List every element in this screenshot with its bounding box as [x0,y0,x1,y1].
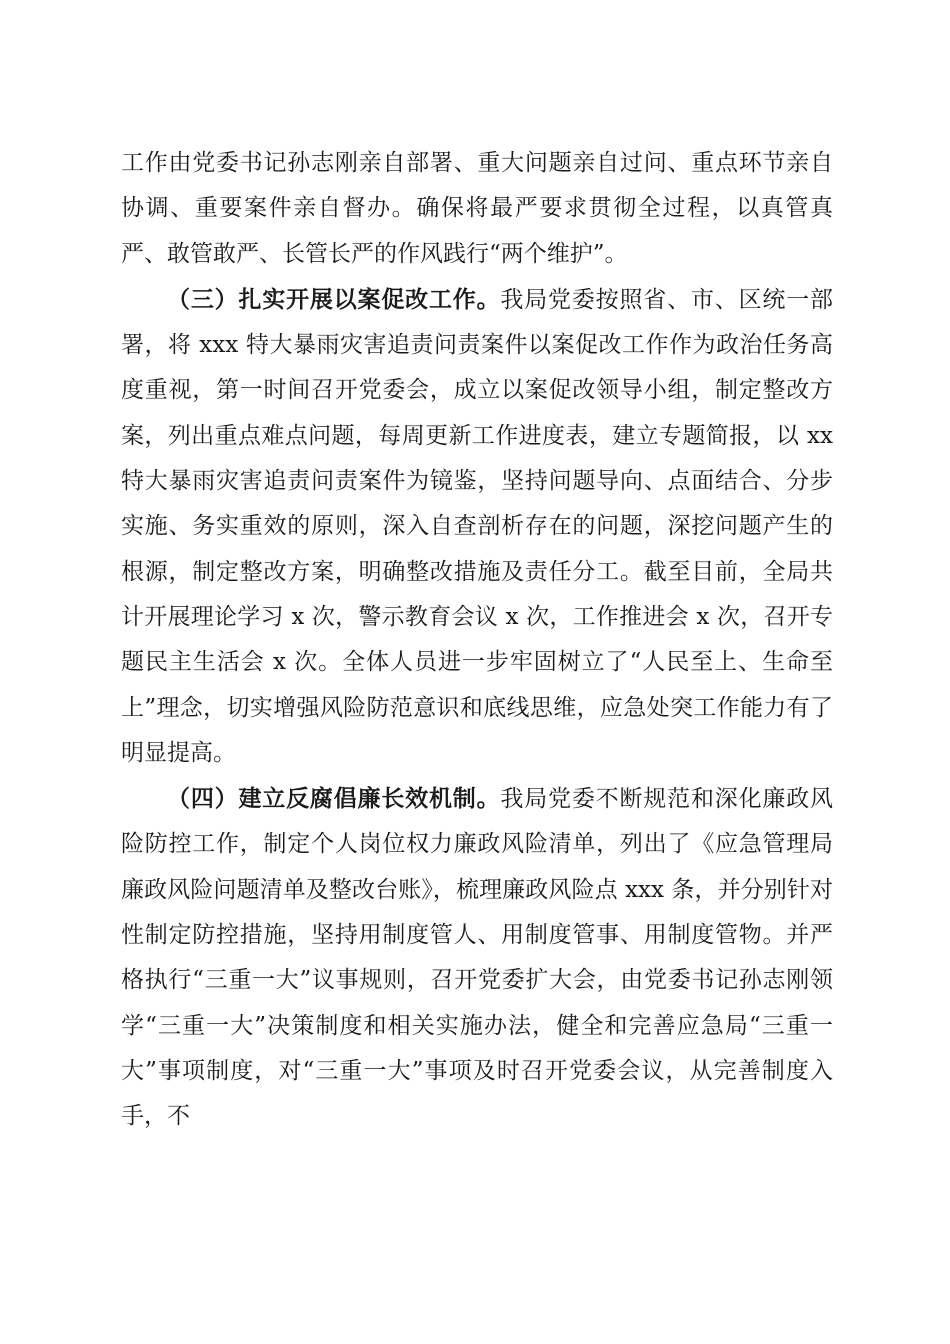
section-heading: （四）建立反腐倡廉长效机制。 [167,785,501,813]
document-body [121,141,833,1140]
paragraph-text: 我局党委按照省、市、区统一部署，将 xxx 特大暴雨灾害追责问责案件以案促改工作作为政治任务高度重视，第一时间召开党委会，成立以案促改领导小组，制定整改方案，列出重点难点问题，每周更新工作进度表，建立专题简报，以 xx 特大暴雨灾害追责问责案件为镜鉴，坚持问题导向、点面结合、分步实施、务实重效的原则，深入自查剖析存在的问题，深挖问题产生的根源，制定整改方案，明确整改措施及责任分工。截至目前，全局共计开展理论学习 x 次，警示教育会议 x 次，工作推进会 x 次，召开专题民主生活会 x 次。全体人员进一步牢固树立了“人民至上、生命至上”理念，切实增强风险防范意识和底线思维，应急处突工作能力有了明显提高。 [121,286,834,766]
paragraph-section-4 [121,776,833,1139]
section-heading: （三）扎实开展以案促改工作。 [167,285,501,313]
paragraph-continuation [121,141,833,277]
paragraph-text: 我局党委不断规范和深化廉政风险防控工作，制定个人岗位权力廉政风险清单，列出了《应急管理局廉政风险问题清单及整改台账》，梳理廉政风险点 xxx 条，并分别针对性制定防控措施，坚持用制度管人、用制度管事、用制度管物。并严格执行“三重一大”议事规则，召开党委扩大会，由党委书记孙志刚领学“三重一大”决策制度和相关实施办法，健全和完善应急局“三重一大”事项制度，对“三重一大”事项及时召开党委会议，从完善制度入手，不 [121,786,834,1130]
paragraph-section-3 [121,277,833,776]
paragraph-text: 工作由党委书记孙志刚亲自部署、重大问题亲自过问、重点环节亲自协调、重要案件亲自督办。确保将最严要求贯彻全过程，以真管真严、敢管敢严、长管长严的作风践行“两个维护”。 [121,150,833,267]
